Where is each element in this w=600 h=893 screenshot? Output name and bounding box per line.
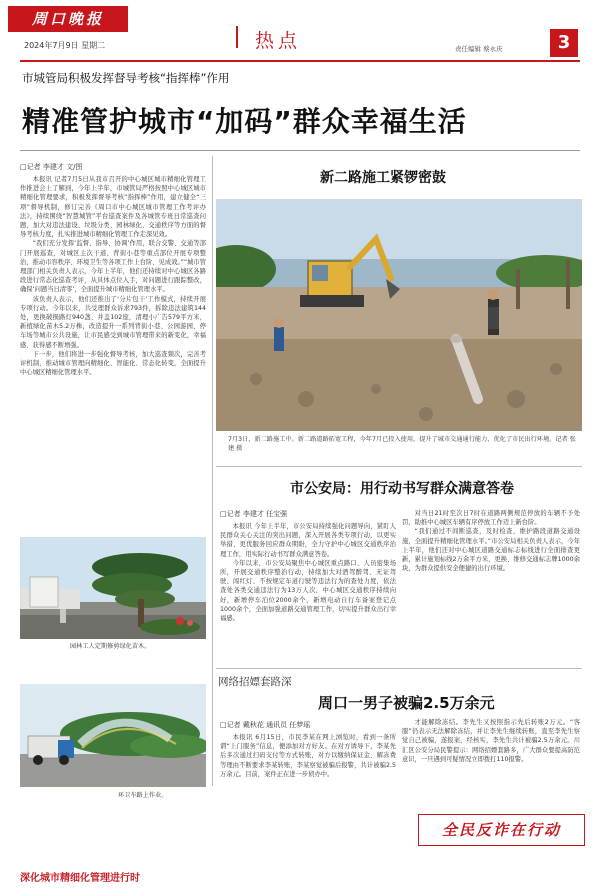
lead-byline: □记者 李建才 文/图 <box>20 163 83 171</box>
column-divider <box>212 156 213 786</box>
lead-body <box>20 175 206 533</box>
caption-construction: 7月3日，新二路施工中。新二路道路拓宽工程，今年7月已投入使用，提升了城市交通通行能力，优化了市民出行环境。记者 张建 摄 <box>228 436 576 452</box>
fraud-byline: □记者 戴秋花 通讯员 任梦瑶 <box>220 721 311 729</box>
photo-construction <box>216 199 582 431</box>
photo-roadside-tree <box>20 537 206 639</box>
anti-fraud-slogan: 全民反诈在行动 <box>418 814 585 846</box>
caption-sprinkler: 环卫车路上作业。 <box>118 792 168 799</box>
police-paragraph: 本报讯 今年上半年，市公安局持续强化问题导向，紧盯人民群众关心关注的突出问题，深入开展各类专项行动，以更实举措、更优服务回应群众期盼，全力守护中心城区交通秩序治理工作，用实际行动书写群众满意答卷。 <box>220 523 396 558</box>
police-paragraph: 今年以来，市公安局聚焦中心城区重点路口、人员密集场所，开展交通秩序整治行动，持续加大对酒驾醉驾、无证驾驶、闯红灯、不按规定车道行驶等违法行为的查处力度，依法查处各类交通违法行为13万人次，中心城区交通秩序持续向好，新增停车泊位2000余个，新增电动自行车备案登记点1000余个，全面加强道路交通管理工作，切实提升群众出行幸福感。 <box>220 559 396 623</box>
lead-paragraph: 下一步，他们将进一步强化督导考核，加大巡查频次，完善考评机制，推动城市管理向精细化、智能化、常态化转变，全面提升中心城区精细化管理水平。 <box>20 350 206 377</box>
section-title: 热点 <box>255 30 302 52</box>
page-number: 3 <box>550 29 578 57</box>
fraud-paragraph: 才能解除冻结。李先生又按照指示先后转账2万元。“客服”仍表示无法解除冻结，并让李先生继续转账，直至李先生察觉自己被骗，遂报案，经核实，李先生共计被骗2.5万余元。川汇区公安分局民警提示：网络招嫖套路多，广大群众要提高防范意识，一旦遇到可疑情况立即拨打110报警。 <box>402 719 580 763</box>
police-byline: □记者 李建才 任宝强 <box>220 510 288 518</box>
fraud-paragraph: 本报讯 6月15日，市民李某在网上浏览时，看到一条所谓“上门服务”信息，便添加对方好友。在对方诱导下，李某先后多次通过扫码支付等方式转账，对方以缴纳保证金、解冻费等理由不断要求李某转账，李某察觉被骗后报警，共计被骗2.5万余元。目前，案件正在进一步侦办中。 <box>220 734 396 778</box>
issue-date: 2024年7月9日 星期二 <box>24 41 106 50</box>
section-rule <box>216 668 582 669</box>
lead-paragraph: 本报讯 记者7月5日从我市召开的中心城区城市精细化管理工作推进会上了解到，今年上半年，市城管局严格按照中心城区城市精细化管理要求，积极发挥督导考核“指挥棒”作用，建立健全“三项”督导机制，修订完善《周口市中心城区城市管理工作考评办法》，持续围绕“智慧城管”平台巡查案件及各城管专班日常巡查问题，加大对违法建设、垃圾分类、园林绿化、交通秩序等方面的督导考核力度，扎实推进城市精细化管理工作走深见效。 <box>20 176 206 239</box>
construction-title: 新二路施工紧锣密鼓 <box>320 170 446 186</box>
police-body-left <box>220 522 396 664</box>
fraud-kicker: 网络招嫖套路深 <box>218 676 292 688</box>
police-title: 市公安局：用行动书写群众满意答卷 <box>290 481 514 497</box>
fraud-title: 周口一男子被骗2.5万余元 <box>318 694 495 712</box>
paper-logo: 周口晚报 <box>8 6 128 32</box>
lead-paragraph: 该负责人表示，他们还推出了‘分片包干’工作模式，持续开展专项行动。今年以来，共受理群众诉求793件，拆除违法建筑144处，更换破损路灯940盏、井盖102座，清理小广告579平方米，新植绿化苗木5.2万株，改造提升一系列背街小巷、公园游园、停车场等城市公共设施，让市民感受到城市管理带来的新变化，幸福感、获得感不断增强。 <box>20 295 206 349</box>
lead-headline: 精准管护城市“加码”群众幸福生活 <box>22 105 467 138</box>
bottom-banner: 深化城市精细化管理进行时 <box>20 873 140 884</box>
masthead-rule <box>20 60 580 62</box>
lead-paragraph: “我们充分发挥‘监督、指导、协调’作用，联合交警、交通等部门开展巡查，对城区主次干道、背街小巷等重点部位开展专项整治，推动市容秩序、环境卫生等各项工作上台阶、见成效。”“城市管理部门相关负责人表示，今年上半年，他们还持续对中心城区各路段进行常态化巡查考评，从具体点位入手，对问题进行跟踪整改，确保‘问题当日清零’，全面提升城市精细化管理水平。 <box>20 240 206 294</box>
fraud-body-right <box>402 718 580 810</box>
section-rule <box>216 466 582 467</box>
caption-roadside-tree: 园林工人定期修剪绿化苗木。 <box>70 643 151 650</box>
police-paragraph: 对当日21时至次日7时在道路两侧规范停放的车辆不予处罚，助推中心城区车辆有序停放工作迈上新台阶。 <box>402 510 580 527</box>
section-divider <box>236 26 244 48</box>
headline-rule <box>20 150 580 151</box>
fraud-body-left <box>220 733 396 863</box>
photo-sprinkler <box>20 684 206 787</box>
editor-credit: 责任编辑 蔡永庆 <box>455 45 503 53</box>
police-paragraph: “我们通过不间断巡查，及时检查、维护路段道路交通设施，全面提升精细化管理水平。”市公安局相关负责人表示，今年上半年，他们还对中心城区道路交通标志标线进行全面排查更新，累计施划标线2万余平方米，更换、维修交通标志牌1000余块，为群众提供安全便捷的出行环境。 <box>402 528 580 573</box>
police-body-right <box>402 509 580 664</box>
lead-kicker: 市城管局积极发挥督导考核“指挥棒”作用 <box>22 71 230 85</box>
